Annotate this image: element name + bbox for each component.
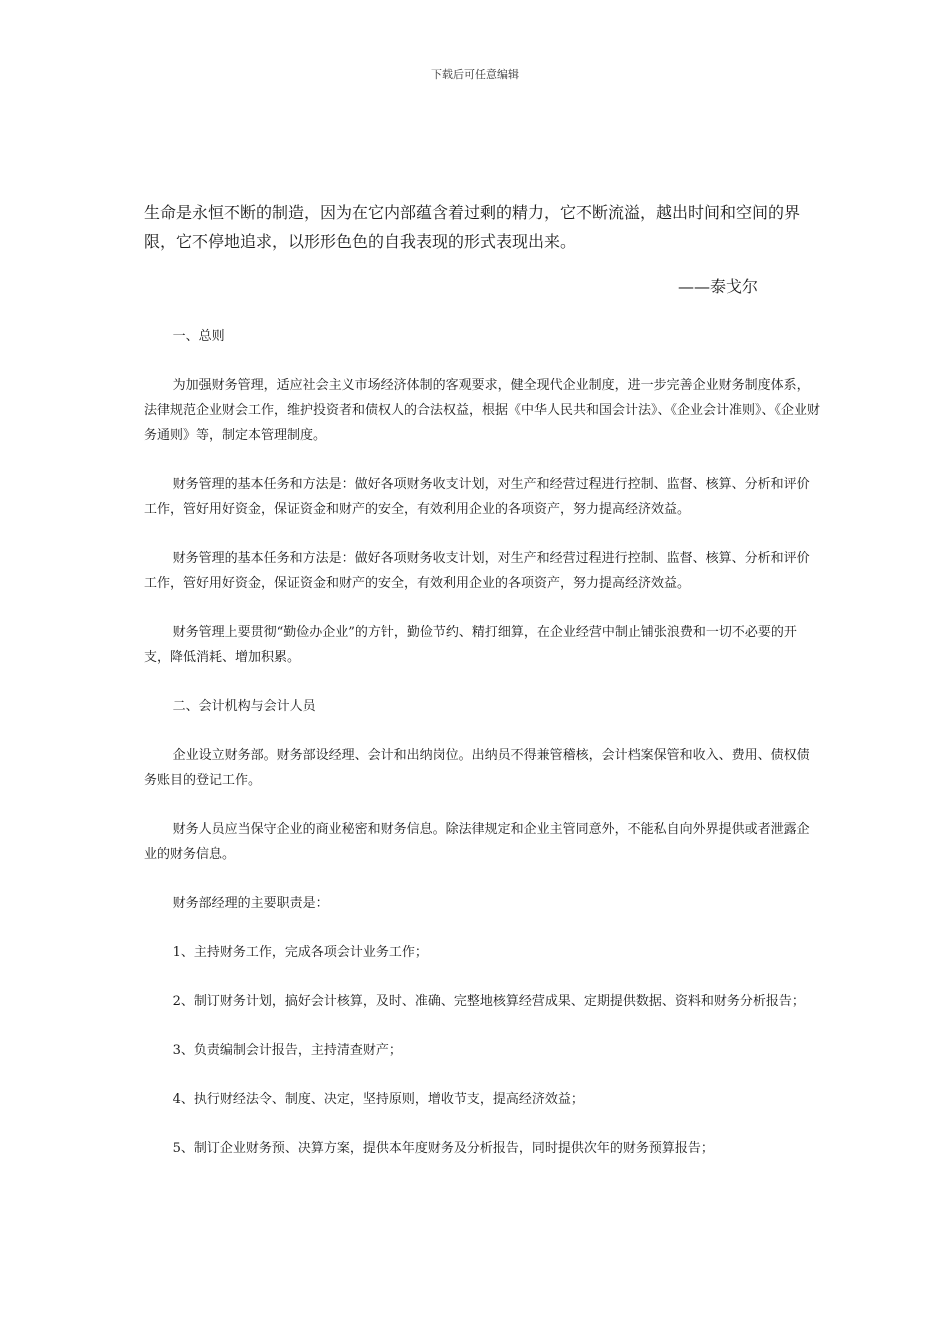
epigraph-author: ——泰戈尔: [678, 277, 759, 296]
paragraph: 为加强财务管理，适应社会主义市场经济体制的客观要求，健全现代企业制度，进一步完善企业财务制度体系，法律规范企业财会工作，维护投资者和债权人的合法权益，根据《中华人民共和国会计法》、《企业会计准则》、《企业财务通则》等，制定本管理制度。: [144, 378, 821, 443]
paragraph: 企业设立财务部。财务部设经理、会计和出纳岗位。出纳员不得兼管稽核，会计档案保管和收入、费用、债权债务账目的登记工作。: [144, 748, 810, 788]
page-header: 下载后可任意编辑: [431, 68, 519, 81]
epigraph-quote: 生命是永恒不断的制造，因为在它内部蕴含着过剩的精力，它不断流溢，越出时间和空间的界限，它不停地追求，以形形色色的自我表现的形式表现出来。: [144, 203, 801, 251]
paragraph: 财务部经理的主要职责是：: [172, 896, 329, 911]
section-heading-general: 一、总则: [172, 329, 225, 344]
paragraph: 财务管理的基本任务和方法是：做好各项财务收支计划，对生产和经营过程进行控制、监督、核算、分析和评价工作，管好用好资金，保证资金和财产的安全，有效利用企业的各项资产，努力提高经济效益。: [144, 477, 810, 517]
section-heading-accounting: 二、会计机构与会计人员: [172, 699, 316, 714]
paragraph: 财务管理的基本任务和方法是：做好各项财务收支计划，对生产和经营过程进行控制、监督、核算、分析和评价工作，管好用好资金，保证资金和财产的安全，有效利用企业的各项资产，努力提高经济效益。: [144, 551, 810, 591]
paragraph: 财务人员应当保守企业的商业秘密和财务信息。除法律规定和企业主管同意外，不能私自向外界提供或者泄露企业的财务信息。: [144, 822, 810, 862]
paragraph: 财务管理上要贯彻“勤俭办企业”的方针，勤俭节约、精打细算，在企业经营中制止铺张浪费和一切不必要的开支，降低消耗、增加积累。: [144, 625, 797, 665]
list-item: 1、主持财务工作，完成各项会计业务工作；: [172, 945, 428, 960]
list-item: 5、制订企业财务预、决算方案，提供本年度财务及分析报告，同时提供次年的财务预算报告；: [172, 1141, 714, 1156]
list-item: 4、执行财经法令、制度、决定，坚持原则，增收节支，提高经济效益；: [172, 1092, 584, 1107]
list-item: 2、制订财务计划，搞好会计核算，及时、准确、完整地核算经营成果、定期提供数据、资料和财务分析报告；: [172, 994, 805, 1009]
list-item: 3、负责编制会计报告，主持清查财产；: [172, 1043, 402, 1058]
document-body: [144, 324, 820, 1185]
